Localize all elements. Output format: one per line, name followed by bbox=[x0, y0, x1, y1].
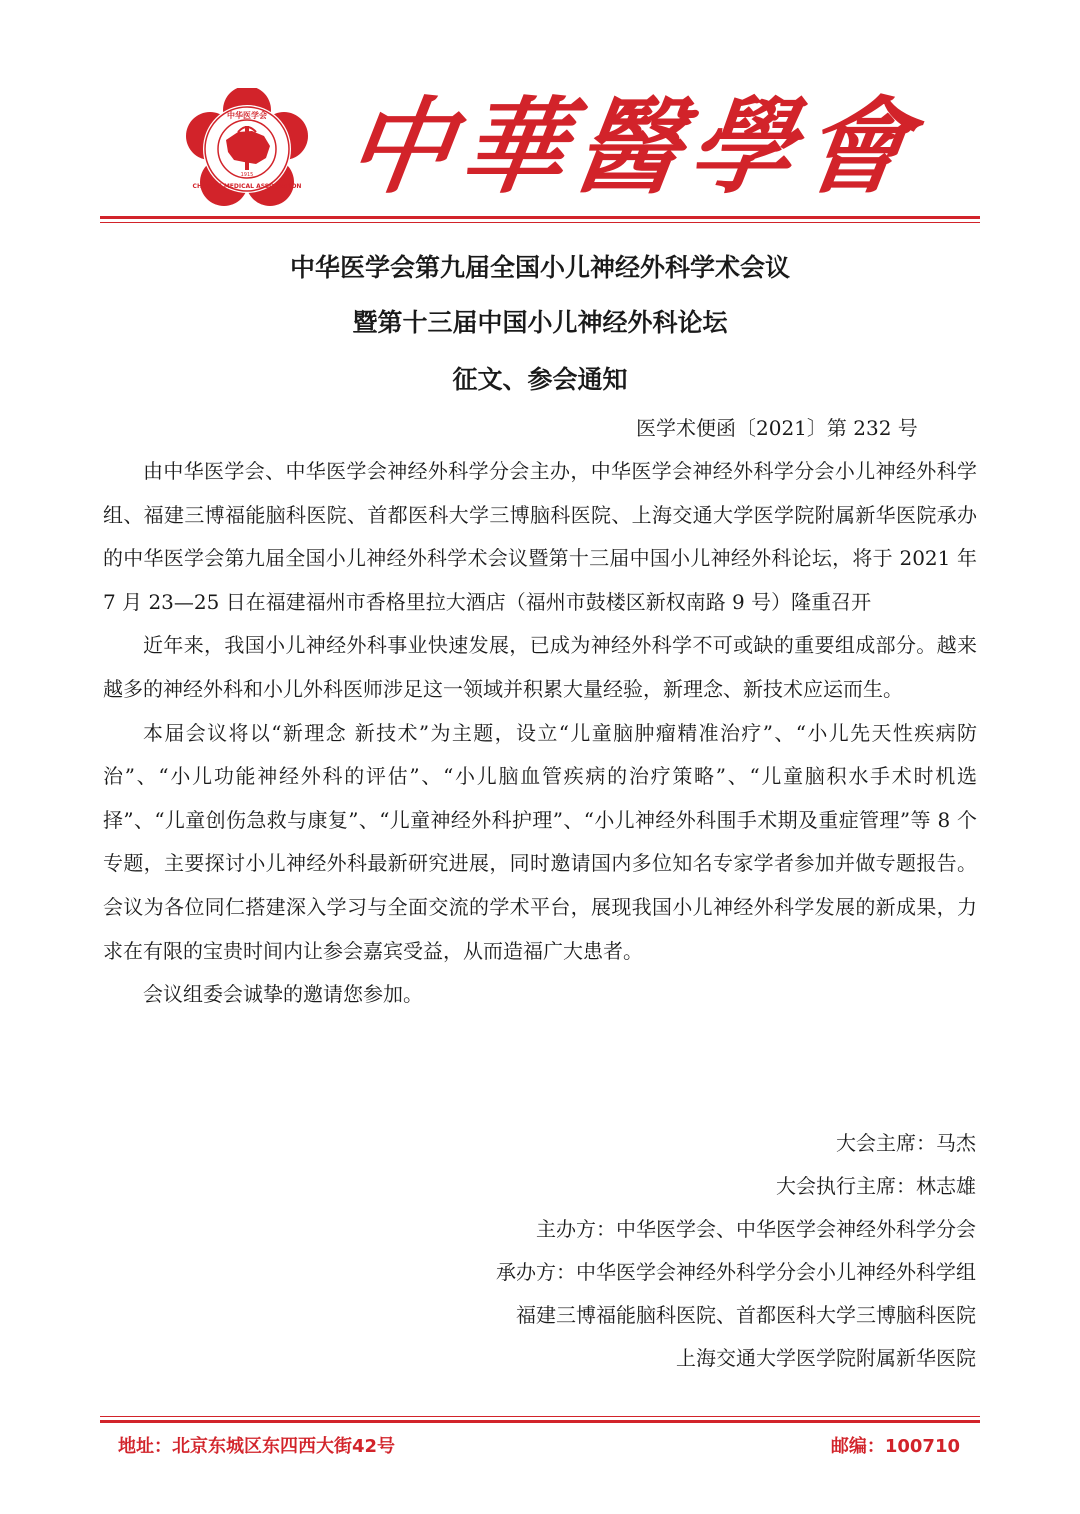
masthead-char: 醫 bbox=[567, 85, 689, 208]
body-paragraph: 会议组委会诚挚的邀请您参加。 bbox=[143, 982, 423, 1007]
body-paragraph: 近年来，我国小儿神经外科事业快速发展，已成为神经外科学不可或缺的重要组成部分。越来越多的神经外科和小儿外科医师涉足这一领域并积累大量经验，新理念、新技术应运而生。 bbox=[103, 633, 977, 701]
footer-postcode: 邮编：100710 bbox=[830, 1436, 960, 1457]
masthead-char: 會 bbox=[795, 85, 917, 208]
footer-divider-thin bbox=[100, 1416, 980, 1417]
signature-host: 主办方：中华医学会、中华医学会神经外科学分会 bbox=[536, 1217, 976, 1241]
masthead-char: 中 bbox=[339, 85, 461, 208]
footer-address: 地址：北京东城区东四西大街42号 bbox=[118, 1436, 396, 1457]
masthead-title bbox=[339, 82, 917, 212]
masthead-char: 華 bbox=[453, 85, 575, 208]
body-paragraph: 由中华医学会、中华医学会神经外科学分会主办，中华医学会神经外科学分会小儿神经外科学组、福建三博福能脑科医院、首都医科大学三博脑科医院、上海交通大学医学院附属新华医院承办的中华医学会第九届全国小儿神经外科学术会议暨第十三届中国小儿神经外科论坛，将于 2021 年 7 月 23—25 日在福建福州市香格里拉大酒店（福州市鼓楼区新权南路 9 号）隆重召开 bbox=[103, 459, 977, 614]
masthead-char: 學 bbox=[681, 85, 803, 208]
header-divider-thin bbox=[100, 222, 980, 223]
notice-title-line2: 暨第十三届中国小儿神经外科论坛 bbox=[352, 308, 728, 337]
signature-organizer: 承办方：中华医学会神经外科学分会小儿神经外科学组 bbox=[496, 1260, 976, 1284]
signature-chair: 大会主席：马杰 bbox=[836, 1131, 976, 1155]
signature-organizer-hospital: 上海交通大学医学院附属新华医院 bbox=[676, 1346, 976, 1370]
signature-organizer-hospitals: 福建三博福能脑科医院、首都医科大学三博脑科医院 bbox=[516, 1303, 976, 1327]
svg-text:中华医学会: 中华医学会 bbox=[227, 111, 267, 120]
document-number: 医学术便函〔2021〕第 232 号 bbox=[636, 416, 918, 440]
footer-divider bbox=[100, 1420, 980, 1423]
signature-executive-chair: 大会执行主席：林志雄 bbox=[776, 1174, 976, 1198]
body-paragraph: 本届会议将以“新理念 新技术”为主题，设立“儿童脑肿瘤精准治疗”、“小儿先天性疾病防治”、“小儿功能神经外科的评估”、“小儿脑血管疾病的治疗策略”、“儿童脑积水手术时机选择”、“儿童创伤急救与康复”、“儿童神经外科护理”、“小儿神经外科围手术期及重症管理”等 8 个专题，主要探讨小儿神经外科最新研究进展，同时邀请国内多位知名专家学者参加并做专题报告。会议为各位同仁搭建深入学习与全面交流的学术平台，展现我国小儿神经外科学发展的新成果，力求在有限的宝贵时间内让参会嘉宾受益，从而造福广大患者。 bbox=[103, 720, 977, 963]
notice-body bbox=[103, 450, 977, 1017]
header-divider bbox=[100, 216, 980, 219]
notice-title-line3: 征文、参会通知 bbox=[452, 365, 628, 394]
svg-text:CHINESE MEDICAL ASSOCIATION: CHINESE MEDICAL ASSOCIATION bbox=[192, 183, 302, 190]
signature-block bbox=[496, 1122, 976, 1380]
notice-title-line1: 中华医学会第九届全国小儿神经外科学术会议 bbox=[289, 253, 790, 282]
svg-text:1915: 1915 bbox=[240, 172, 254, 178]
association-seal-logo bbox=[186, 88, 308, 210]
